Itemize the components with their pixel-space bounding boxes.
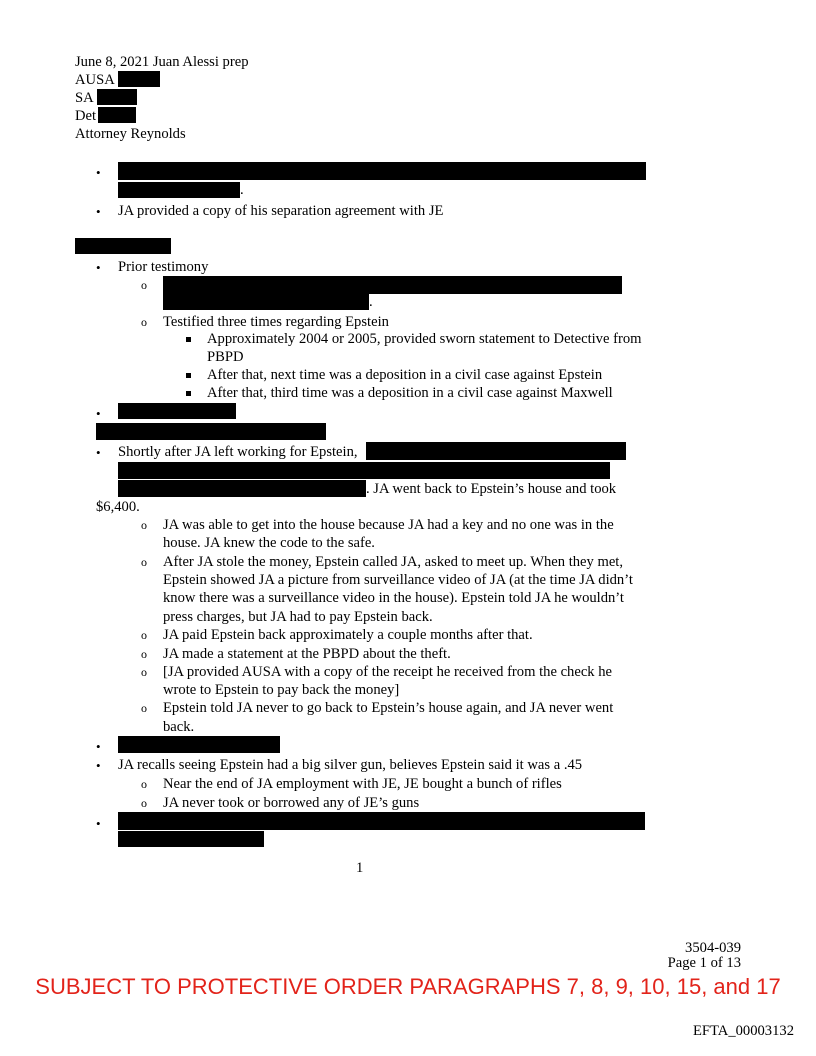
line-prior-testimony: Prior testimony xyxy=(118,259,209,275)
bullet-marker: • xyxy=(96,739,101,754)
redaction-box xyxy=(118,812,645,830)
sa-label: SA xyxy=(75,90,94,106)
sub-bullet-marker: o xyxy=(141,701,147,715)
document-title: June 8, 2021 Juan Alessi prep xyxy=(75,54,249,70)
redaction-box xyxy=(118,736,280,753)
line-never-back: Epstein told JA never to go back to Epstein’s house again, and JA never went xyxy=(163,700,614,716)
sub-bullet-marker: o xyxy=(141,628,147,642)
redaction-box xyxy=(118,182,240,198)
redaction-box xyxy=(118,480,366,497)
square-bullet-marker xyxy=(186,337,191,342)
redaction-box xyxy=(366,442,626,460)
sub-bullet-marker: o xyxy=(141,796,147,810)
bullet-marker: • xyxy=(96,260,101,275)
ausa-label: AUSA xyxy=(75,72,115,88)
line-shortly-after: Shortly after JA left working for Epstein, xyxy=(118,444,358,460)
bullet-marker: • xyxy=(96,406,101,421)
line-sworn-statement-cont: PBPD xyxy=(207,349,244,365)
line-key: JA was able to get into the house because JA had a key and no one was in the xyxy=(163,517,614,533)
line-stole: After JA stole the money, Epstein called JA, asked to meet up. When they met, xyxy=(163,554,623,570)
square-bullet-marker xyxy=(186,373,191,378)
redaction-box xyxy=(75,238,171,254)
redaction-box xyxy=(97,89,137,105)
sub-bullet-marker: o xyxy=(141,647,147,661)
bullet-marker: • xyxy=(96,204,101,219)
line-deposition-maxwell: After that, third time was a deposition in a civil case against Maxwell xyxy=(207,385,613,401)
redaction-box xyxy=(118,162,646,180)
bullet-marker: • xyxy=(96,816,101,831)
sub-bullet-marker: o xyxy=(141,315,147,329)
line-deposition-epstein: After that, next time was a deposition in a civil case against Epstein xyxy=(207,367,603,383)
line-paid-back: JA paid Epstein back approximately a couple months after that. xyxy=(163,627,533,643)
sub-bullet-marker: o xyxy=(141,278,147,292)
line-stole-cont-1: Epstein showed JA a picture from surveillance video of JA (at the time JA didn’t xyxy=(163,572,633,588)
attorney-label: Attorney Reynolds xyxy=(75,126,186,142)
line-never-back-cont: back. xyxy=(163,719,195,735)
sub-bullet-marker: o xyxy=(141,555,147,569)
bullet-marker: • xyxy=(96,445,101,460)
line-receipt-cont: wrote to Epstein to pay back the money] xyxy=(163,682,400,698)
redaction-box xyxy=(118,831,264,847)
redaction-box xyxy=(96,423,326,440)
bullet-marker: • xyxy=(96,758,101,773)
det-label: Det xyxy=(75,108,97,124)
line-statement: JA made a statement at the PBPD about the theft. xyxy=(163,646,451,662)
line-stole-cont-3: press charges, but JA had to pay Epstein back. xyxy=(163,609,433,625)
page-of-label: Page 1 of 13 xyxy=(667,955,741,971)
sub-bullet-marker: o xyxy=(141,518,147,532)
bates-number: EFTA_00003132 xyxy=(693,1023,794,1039)
line-amount: $6,400. xyxy=(96,499,140,515)
redaction-box xyxy=(98,107,136,123)
line-stole-cont-2: know there was a surveillance video in the house). Epstein told JA he wouldn’t xyxy=(163,590,624,606)
line-rifles: Near the end of JA employment with JE, JE bought a bunch of rifles xyxy=(163,776,562,792)
redaction-box xyxy=(118,403,236,419)
line-receipt: [JA provided AUSA with a copy of the receipt he received from the check he xyxy=(163,664,613,680)
line-went-back: . JA went back to Epstein’s house and took xyxy=(366,481,617,497)
punctuation: . xyxy=(369,294,373,310)
exhibit-number: 3504-039 xyxy=(685,940,741,956)
square-bullet-marker xyxy=(186,391,191,396)
line-testified-three-times: Testified three times regarding Epstein xyxy=(163,314,389,330)
page-number: 1 xyxy=(356,860,364,876)
line-gun: JA recalls seeing Epstein had a big silver gun, believes Epstein said it was a .45 xyxy=(118,757,583,773)
punctuation: . xyxy=(240,182,244,198)
redaction-box xyxy=(163,294,369,310)
sub-bullet-marker: o xyxy=(141,777,147,791)
line-never-took: JA never took or borrowed any of JE’s guns xyxy=(163,795,420,811)
line-sworn-statement: Approximately 2004 or 2005, provided sworn statement to Detective from xyxy=(207,331,642,347)
bullet-marker: • xyxy=(96,165,101,180)
protective-order-notice: SUBJECT TO PROTECTIVE ORDER PARAGRAPHS 7, 8, 9, 10, 15, and 17 xyxy=(35,974,781,999)
line-key-cont: house. JA knew the code to the safe. xyxy=(163,535,375,551)
line-separation-agreement: JA provided a copy of his separation agreement with JE xyxy=(118,203,444,219)
sub-bullet-marker: o xyxy=(141,665,147,679)
redaction-box xyxy=(163,276,622,294)
redaction-box xyxy=(118,462,610,479)
redaction-box xyxy=(118,71,160,87)
